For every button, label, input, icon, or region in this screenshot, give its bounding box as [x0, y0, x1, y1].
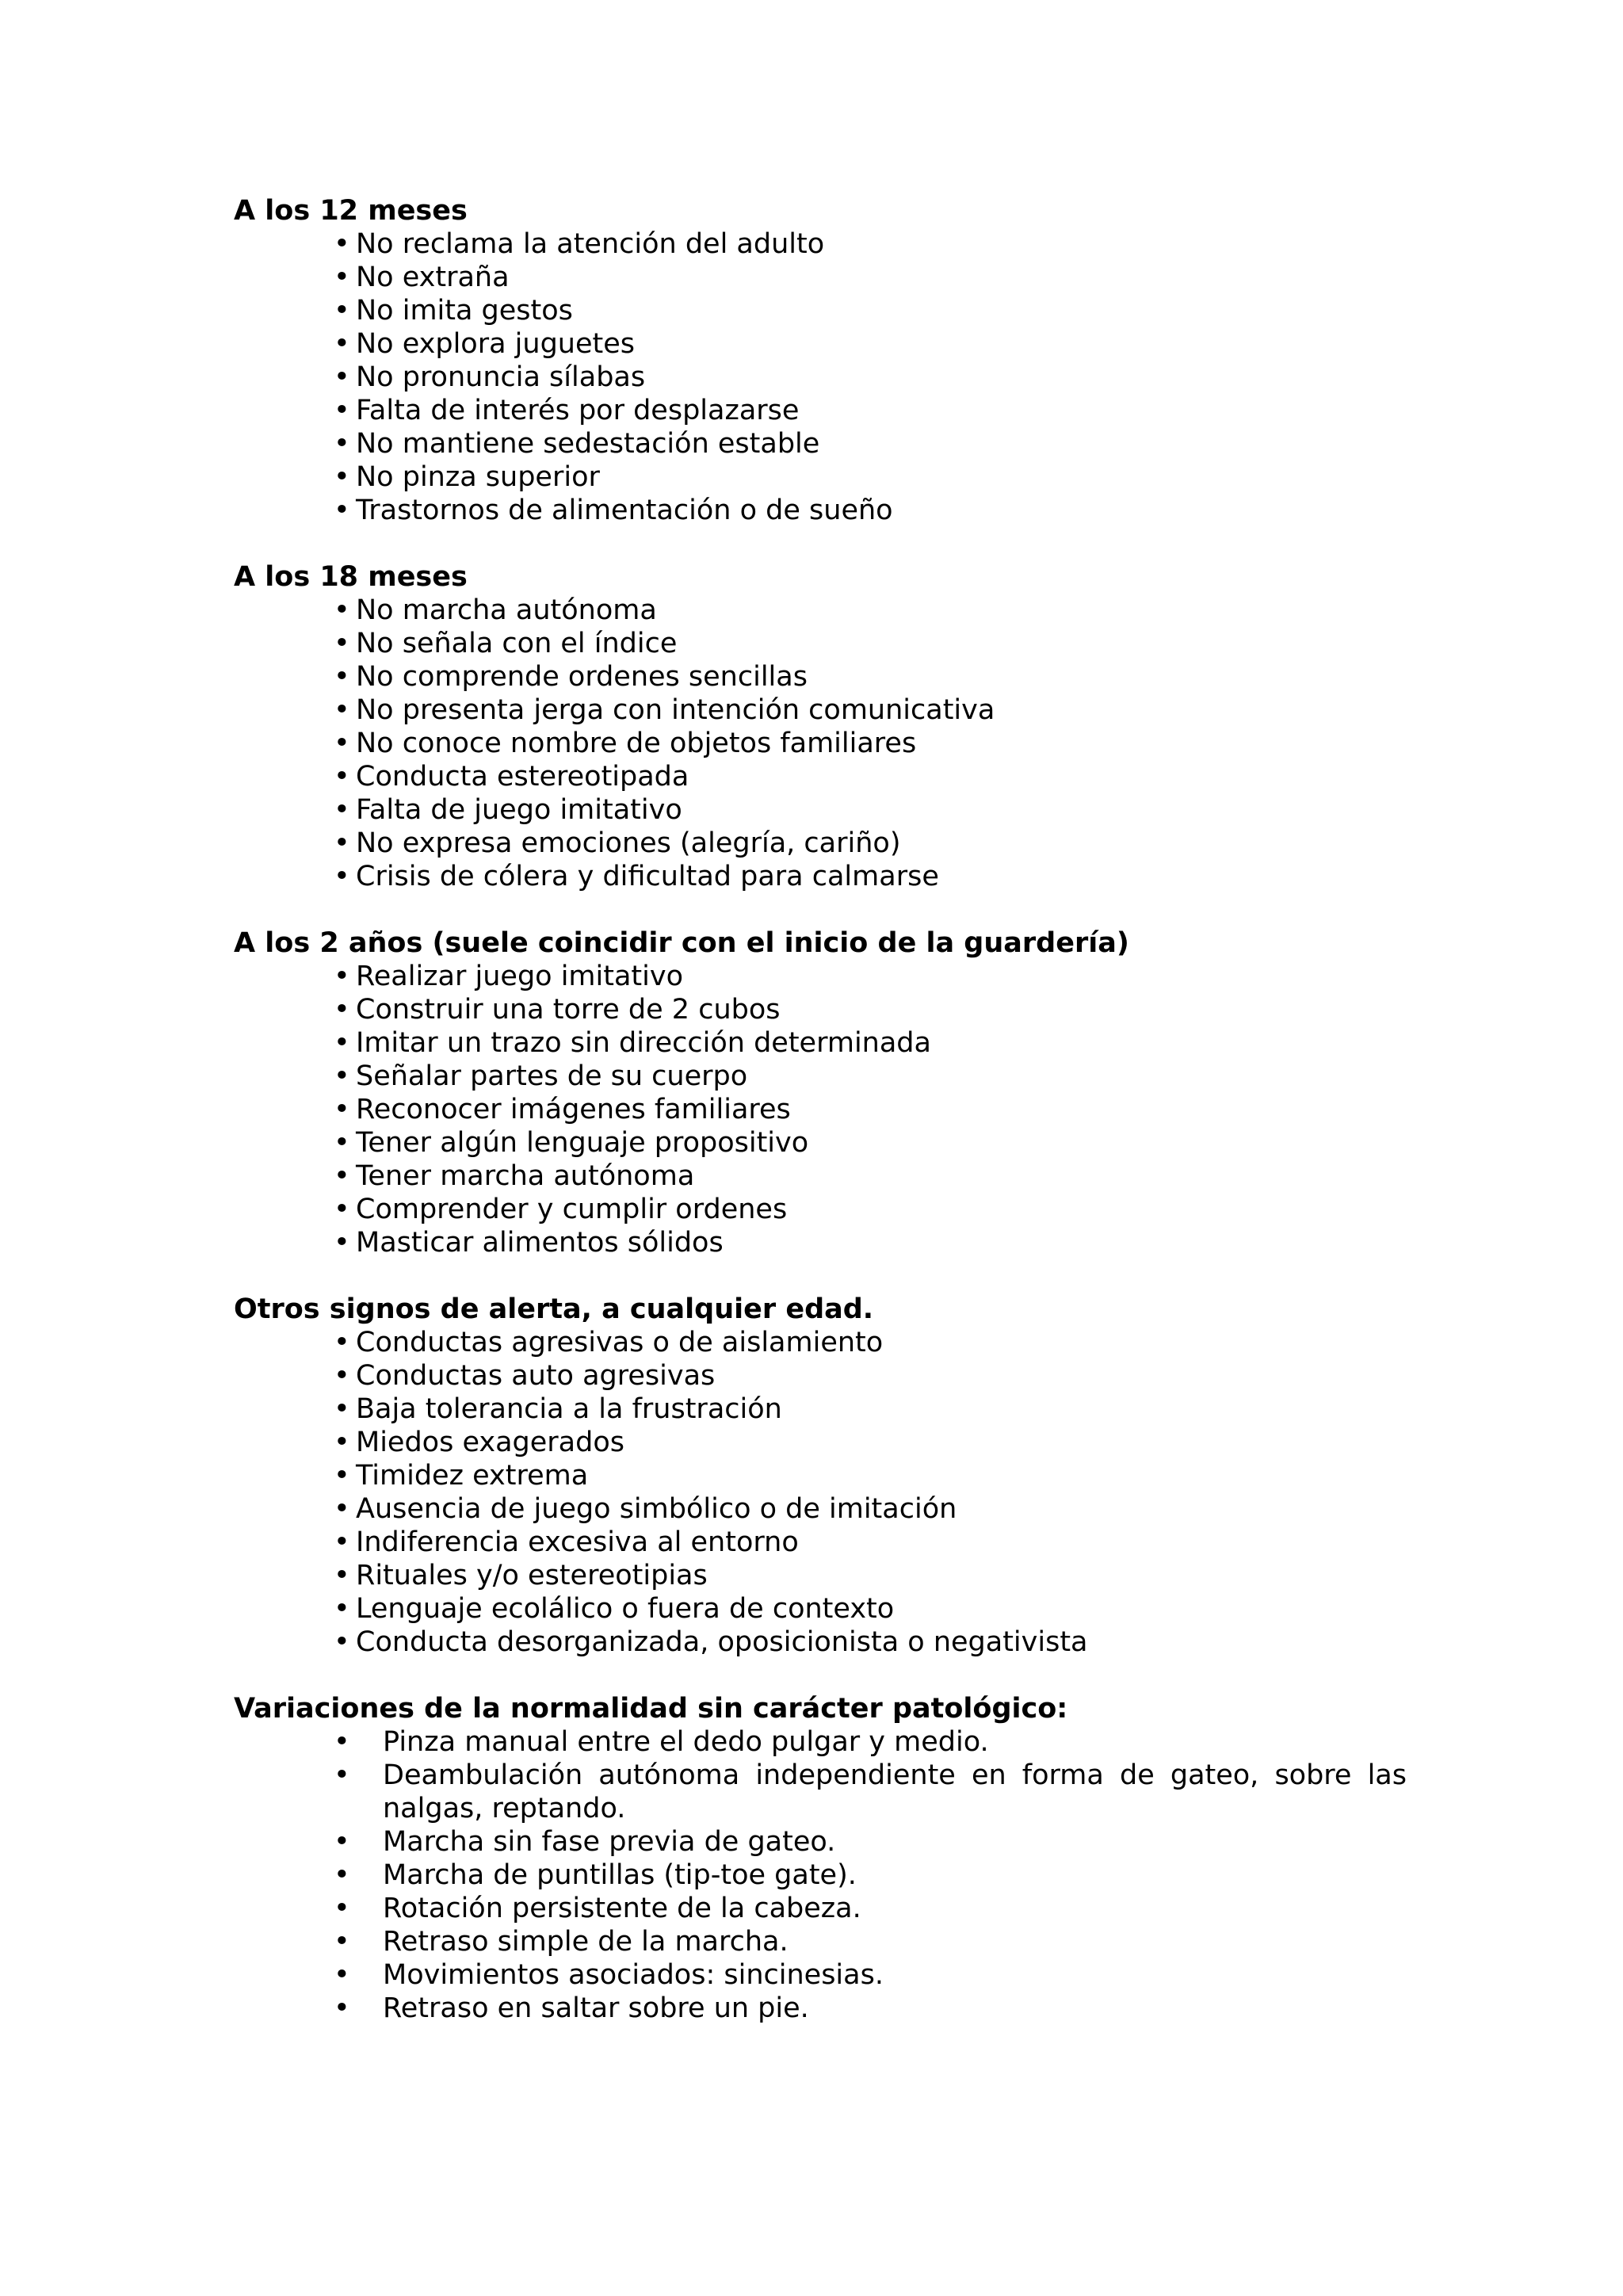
bullet-icon: • — [334, 827, 350, 859]
list-item: • Baja tolerancia a la frustración — [334, 1393, 782, 1425]
list-item: • No extraña — [334, 262, 510, 293]
bullet-icon: • — [334, 1027, 350, 1059]
list-item: • Ausencia de juego simbólico o de imitación — [334, 1493, 957, 1525]
list-item: • Movimientos asociados: sincinesias. — [334, 1959, 884, 1991]
bullet-icon: • — [334, 395, 350, 426]
bullet-icon: • — [334, 1493, 350, 1525]
bullet-icon: • — [334, 1127, 350, 1159]
list-item: • No expresa emociones (alegría, cariño) — [334, 827, 901, 859]
list-item: • Falta de juego imitativo — [334, 794, 682, 826]
section-2-anos — [234, 926, 1407, 1259]
bullet-icon: • — [334, 1859, 350, 1891]
list-item: • No comprende ordenes sencillas — [334, 661, 808, 693]
list-item: • Conducta estereotipada — [334, 761, 689, 793]
bullet-icon: • — [334, 794, 350, 826]
list-item: • Rotación persistente de la cabeza. — [334, 1893, 861, 1924]
list-item: • Marcha de puntillas (tip-toe gate). — [334, 1859, 857, 1891]
bullet-icon: • — [334, 428, 350, 460]
bullet-icon: • — [334, 661, 350, 693]
bullet-icon: • — [334, 1194, 350, 1225]
bullet-icon: • — [334, 1826, 350, 1858]
section-otros-signos — [234, 1293, 1407, 1659]
bullet-icon: • — [334, 761, 350, 793]
bullet-list — [234, 1725, 1407, 2025]
bullet-icon: • — [334, 594, 350, 626]
bullet-icon: • — [334, 728, 350, 759]
section-variaciones — [234, 1692, 1407, 2025]
list-item: • Falta de interés por desplazarse — [334, 395, 800, 426]
bullet-list — [234, 227, 1407, 527]
bullet-icon: • — [334, 1726, 350, 1758]
list-item: • No conoce nombre de objetos familiares — [334, 728, 917, 759]
bullet-icon: • — [334, 1060, 350, 1092]
bullet-list — [234, 960, 1407, 1259]
bullet-icon: • — [334, 1759, 350, 1791]
bullet-icon: • — [334, 1427, 350, 1458]
list-item: • Retraso en saltar sobre un pie. — [334, 1992, 809, 2024]
list-item: • No imita gestos — [334, 295, 573, 327]
list-item: • Pinza manual entre el dedo pulgar y medio. — [334, 1726, 989, 1758]
list-item: • No pronuncia sílabas — [334, 361, 646, 393]
bullet-icon: • — [334, 495, 350, 526]
bullet-list — [234, 594, 1407, 893]
bullet-icon: • — [334, 1560, 350, 1591]
bullet-icon: • — [334, 961, 350, 992]
list-item: • Indiferencia excesiva al entorno — [334, 1526, 799, 1558]
bullet-icon: • — [334, 228, 350, 260]
list-item: • Timidez extrema — [334, 1460, 589, 1492]
bullet-icon: • — [334, 1926, 350, 1958]
list-item: • Construir una torre de 2 cubos — [334, 994, 781, 1026]
list-item: • Lenguaje ecolálico o fuera de contexto — [334, 1593, 895, 1625]
bullet-icon: • — [334, 461, 350, 493]
list-item: • No marcha autónoma — [334, 594, 657, 626]
list-item: • Retraso simple de la marcha. — [334, 1926, 789, 1958]
bullet-icon: • — [334, 1893, 350, 1924]
list-item: • Tener algún lenguaje propositivo — [334, 1127, 809, 1159]
bullet-icon: • — [334, 361, 350, 393]
list-item: • Trastornos de alimentación o de sueño — [334, 495, 893, 526]
section-title: A los 2 años (suele coincidir con el inicio de la guardería) — [234, 927, 1129, 959]
bullet-icon: • — [334, 1160, 350, 1192]
list-item: • Marcha sin fase previa de gateo. — [334, 1826, 836, 1858]
bullet-icon: • — [334, 861, 350, 892]
list-item: • No reclama la atención del adulto — [334, 228, 825, 260]
bullet-icon: • — [334, 1526, 350, 1558]
list-item: • Conducta desorganizada, oposicionista o negativista — [334, 1626, 1088, 1658]
bullet-icon: • — [334, 1327, 350, 1358]
bullet-icon: • — [334, 628, 350, 659]
list-item: • Rituales y/o estereotipias — [334, 1560, 708, 1591]
section-title: Variaciones de la normalidad sin carácter patológico: — [234, 1693, 1068, 1725]
list-item: • Comprender y cumplir ordenes — [334, 1194, 788, 1225]
section-title: A los 12 meses — [234, 195, 468, 227]
list-item: • Imitar un trazo sin dirección determinada — [334, 1027, 931, 1059]
list-item: • No señala con el índice — [334, 628, 678, 659]
bullet-icon: • — [334, 694, 350, 726]
list-item: • No pinza superior — [334, 461, 600, 493]
bullet-icon: • — [334, 994, 350, 1026]
list-item: • Conductas auto agresivas — [334, 1360, 716, 1392]
list-item: • Conductas agresivas o de aislamiento — [334, 1327, 884, 1358]
bullet-icon: • — [334, 1393, 350, 1425]
bullet-icon: • — [334, 1460, 350, 1492]
bullet-icon: • — [334, 1593, 350, 1625]
list-item: • Tener marcha autónoma — [334, 1160, 695, 1192]
list-item: • No presenta jerga con intención comunicativa — [334, 694, 995, 726]
list-item: • No explora juguetes — [334, 328, 635, 360]
bullet-icon: • — [334, 328, 350, 360]
list-item: • Deambulación autónoma independiente en forma de gateo, sobre las nalgas, reptando. — [334, 1759, 1407, 1824]
bullet-icon: • — [334, 1959, 350, 1991]
section-18-meses — [234, 560, 1407, 893]
list-item: • No mantiene sedestación estable — [334, 428, 820, 460]
bullet-icon: • — [334, 1360, 350, 1392]
list-item: • Realizar juego imitativo — [334, 961, 683, 992]
section-title: Otros signos de alerta, a cualquier edad. — [234, 1293, 874, 1325]
list-item: • Crisis de cólera y dificultad para calmarse — [334, 861, 939, 892]
bullet-list — [234, 1326, 1407, 1659]
list-item: • Miedos exagerados — [334, 1427, 624, 1458]
bullet-icon: • — [334, 1992, 350, 2024]
bullet-icon: • — [334, 262, 350, 293]
section-title: A los 18 meses — [234, 561, 468, 593]
list-item: • Reconocer imágenes familiares — [334, 1094, 791, 1125]
section-12-meses — [234, 194, 1407, 527]
list-item: • Masticar alimentos sólidos — [334, 1227, 724, 1259]
bullet-icon: • — [334, 1094, 350, 1125]
document-content — [234, 194, 1407, 2025]
bullet-icon: • — [334, 1227, 350, 1259]
bullet-icon: • — [334, 1626, 350, 1658]
list-item: • Señalar partes de su cuerpo — [334, 1060, 748, 1092]
bullet-icon: • — [334, 295, 350, 327]
